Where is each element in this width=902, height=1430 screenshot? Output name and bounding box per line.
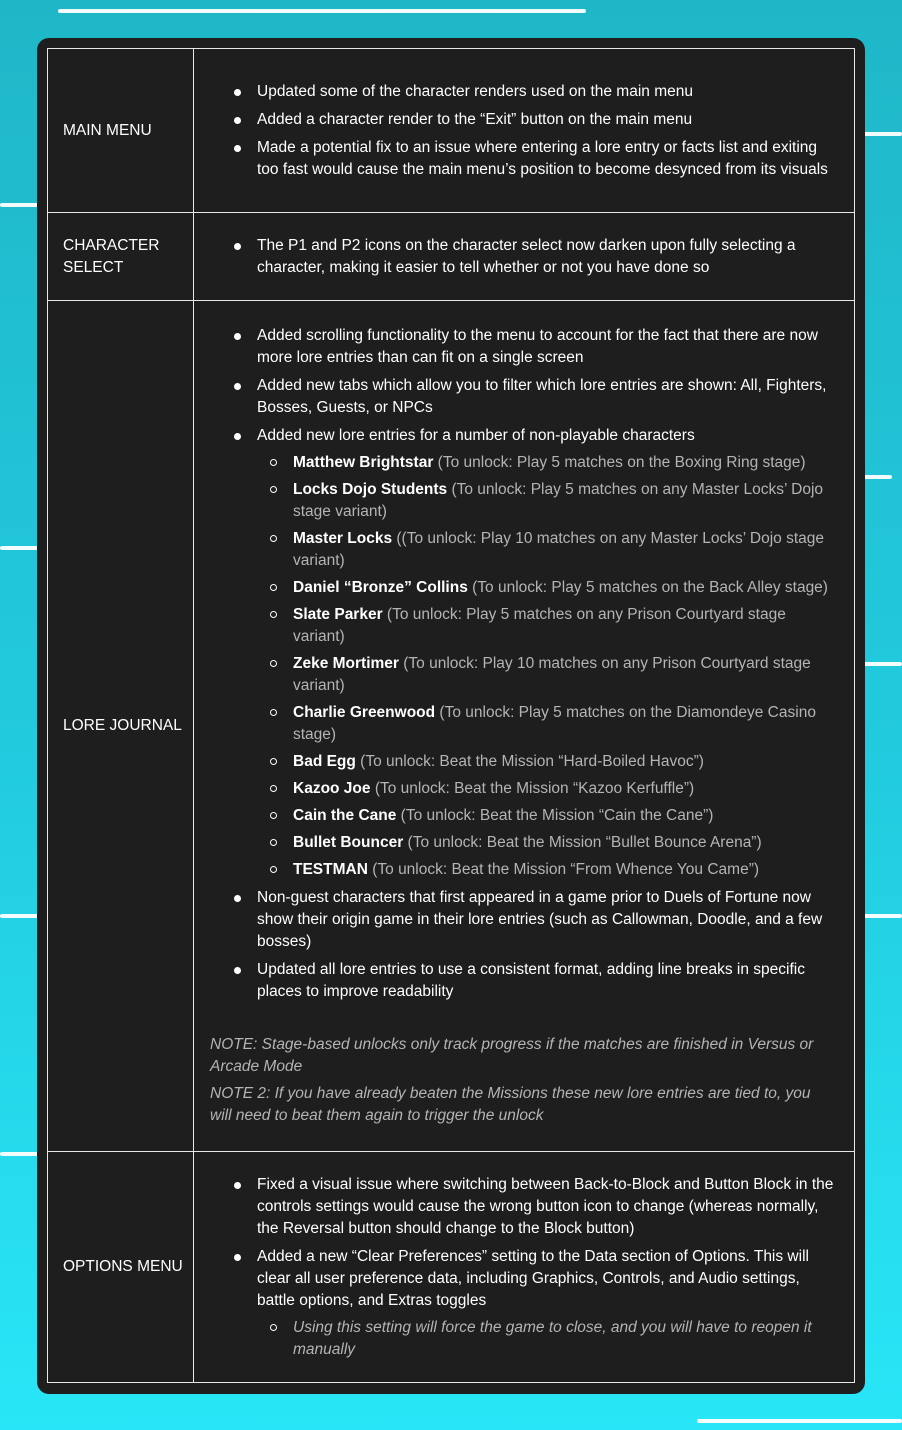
unlock-condition: (To unlock: Beat the Mission “Cain the Cane”) — [396, 807, 714, 824]
note-text: NOTE 2: If you have already beaten the Missions these new lore entries are tied to, you will need to beat them again to trigger the unlock — [210, 1085, 811, 1124]
category-label: MAIN MENU — [48, 49, 194, 213]
section-content — [194, 49, 855, 213]
section-character-select — [48, 213, 855, 301]
unlock-condition: (To unlock: Beat the Mission “Bullet Bounce Arena”) — [403, 834, 762, 851]
character-name: Master Locks — [293, 530, 393, 547]
section-content — [194, 301, 855, 1152]
character-name: Bad Egg — [293, 753, 356, 770]
lore-entry — [257, 577, 834, 599]
lore-entry — [257, 702, 834, 746]
section-content — [194, 1152, 855, 1383]
lore-entry — [257, 653, 834, 697]
character-name: Slate Parker — [293, 606, 383, 623]
character-name: Cain the Cane — [293, 807, 397, 824]
background-streak — [0, 1152, 38, 1156]
background-streak — [862, 132, 902, 136]
section-content — [194, 213, 855, 301]
list-item: Added a character render to the “Exit” button on the main menu — [208, 109, 834, 131]
unlock-condition: (To unlock: Play 5 matches on the Back Alley stage) — [467, 579, 828, 596]
list-item — [208, 1246, 834, 1361]
lore-entry — [257, 604, 834, 648]
list-item — [208, 425, 834, 881]
list-item: Updated all lore entries to use a consistent format, adding line breaks in specific places to improve readability — [208, 959, 834, 1003]
unlock-condition: (To unlock: Play 10 matches on any Prison Courtyard stage variant) — [293, 655, 811, 694]
character-name: Kazoo Joe — [293, 780, 371, 797]
list-item: Added scrolling functionality to the menu to account for the fact that there are now more lore entries than can fit on a single screen — [208, 325, 834, 369]
section-lore-journal — [48, 301, 855, 1152]
lore-entry-list — [257, 452, 834, 881]
lore-entry — [257, 778, 834, 800]
character-name: TESTMAN — [293, 861, 368, 878]
category-label: OPTIONS MENU — [48, 1152, 194, 1383]
category-label: CHARACTER SELECT — [48, 213, 194, 301]
lore-entry — [257, 751, 834, 773]
sub-list-item: Using this setting will force the game to close, and you will have to reopen it manually — [257, 1317, 834, 1361]
lore-entry — [257, 859, 834, 881]
background-streak — [862, 914, 902, 918]
category-label: LORE JOURNAL — [48, 301, 194, 1152]
section-main-menu — [48, 49, 855, 213]
background-streak — [862, 475, 892, 479]
lore-entry — [257, 805, 834, 827]
list-item: Made a potential fix to an issue where entering a lore entry or facts list and exiting too fast would cause the main menu’s position to become desynced from its visuals — [208, 137, 834, 181]
change-list — [208, 235, 834, 279]
unlock-condition: (To unlock: Play 5 matches on any Master Locks’ Dojo stage variant) — [293, 481, 824, 520]
list-item-text: Added a new “Clear Preferences” setting to the Data section of Options. This will clear all user preference data, including Graphics, Controls, and Audio settings, battle options, and Extras toggles — [257, 1247, 809, 1309]
character-name: Locks Dojo Students — [293, 481, 448, 498]
change-list — [208, 81, 834, 181]
character-name: Matthew Brightstar — [293, 454, 434, 471]
list-item: Added new tabs which allow you to filter which lore entries are shown: All, Fighters, Bosses, Guests, or NPCs — [208, 375, 834, 419]
patch-notes-card — [37, 38, 865, 1394]
unlock-condition: (To unlock: Play 5 matches on any Prison Courtyard stage variant) — [293, 606, 786, 645]
character-name: Charlie Greenwood — [293, 704, 436, 721]
unlock-condition: (To unlock: Beat the Mission “From Whence You Came”) — [367, 861, 760, 878]
lore-entry — [257, 452, 834, 474]
note-text: NOTE: Stage-based unlocks only track progress if the matches are finished in Versus or Arcade Mode — [210, 1036, 814, 1075]
list-item: Fixed a visual issue where switching between Back-to-Block and Button Block in the controls settings would cause the wrong button icon to change (whereas normally, the Reversal button should change to the Block button) — [208, 1174, 834, 1240]
background-streak — [697, 1419, 902, 1423]
lore-entry — [257, 479, 834, 523]
lore-entry — [257, 528, 834, 572]
patch-notes-table — [47, 48, 855, 1383]
background-streak — [862, 662, 902, 666]
character-name: Zeke Mortimer — [293, 655, 399, 672]
unlock-condition: (To unlock: Play 5 matches on the Diamondeye Casino stage) — [293, 704, 816, 743]
background-streak — [0, 914, 38, 918]
list-item: The P1 and P2 icons on the character select now darken upon fully selecting a character, making it easier to tell whether or not you have done so — [208, 235, 834, 279]
list-item: Updated some of the character renders used on the main menu — [208, 81, 834, 103]
list-item-text: Added new lore entries for a number of non-playable characters — [257, 427, 695, 444]
character-name: Bullet Bouncer — [293, 834, 404, 851]
change-list — [208, 325, 834, 1003]
list-item: Non-guest characters that first appeared in a game prior to Duels of Fortune now show their origin game in their lore entries (such as Callowman, Doodle, and a few bosses) — [208, 887, 834, 953]
lore-entry — [257, 832, 834, 854]
character-name: Daniel “Bronze” Collins — [293, 579, 468, 596]
background-streak — [0, 203, 38, 207]
change-list — [208, 1174, 834, 1361]
section-options-menu — [48, 1152, 855, 1383]
unlock-condition: (To unlock: Beat the Mission “Hard-Boiled Havoc”) — [355, 753, 704, 770]
unlock-condition: (To unlock: Beat the Mission “Kazoo Kerfuffle”) — [370, 780, 695, 797]
unlock-condition: (To unlock: Play 5 matches on the Boxing Ring stage) — [433, 454, 806, 471]
background-streak — [58, 9, 586, 13]
background-streak — [0, 546, 38, 550]
unlock-condition: ((To unlock: Play 10 matches on any Master Locks’ Dojo stage variant) — [293, 530, 824, 569]
notes-block — [210, 1034, 834, 1127]
sub-list — [257, 1317, 834, 1361]
